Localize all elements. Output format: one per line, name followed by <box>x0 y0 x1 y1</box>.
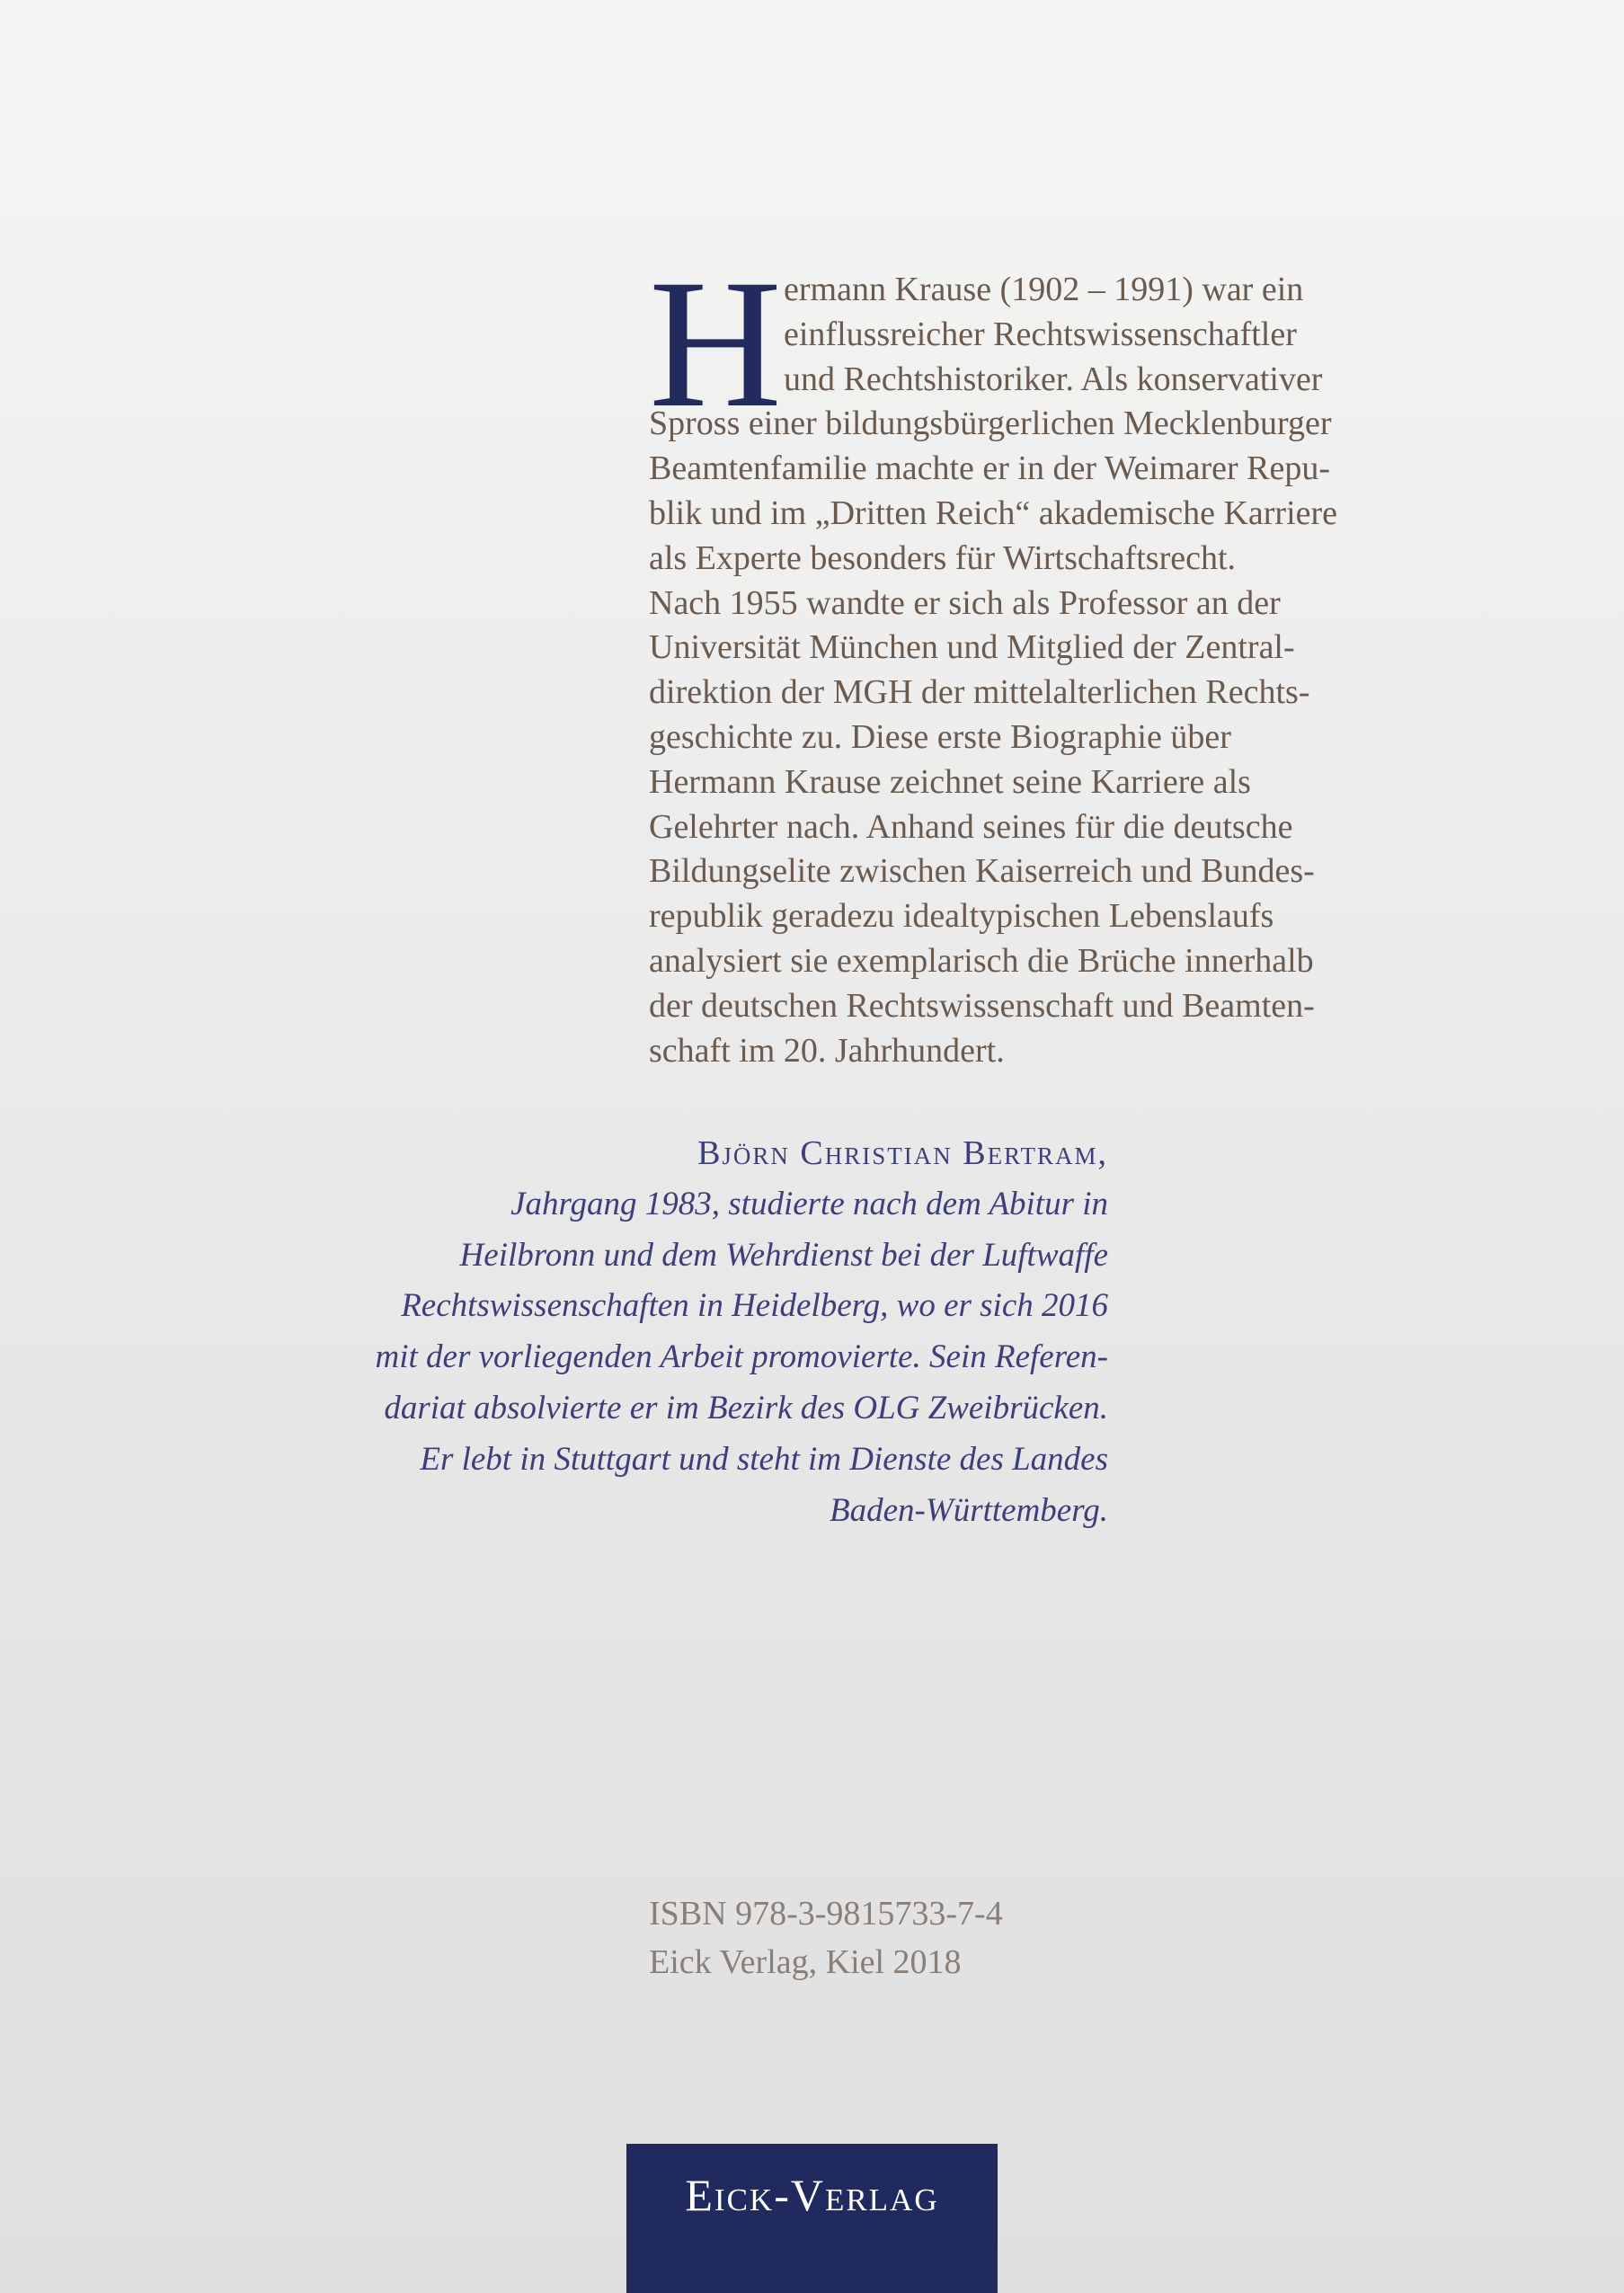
blurb-line: republik geradezu idealtypischen Lebenslaufs <box>649 897 1274 936</box>
blurb-line: der deutschen Rechtswissenschaft und Beamten- <box>649 986 1315 1025</box>
isbn: ISBN 978-3-9815733-7-4 <box>649 1895 1003 1933</box>
publisher-logo-text: Eick-Verlag <box>685 2170 939 2220</box>
blurb-line: Gelehrter nach. Anhand seines für die deutsche <box>649 807 1293 846</box>
author-bio-line: Rechtswissenschaften in Heidelberg, wo er sich 2016 <box>401 1287 1108 1325</box>
author-bio-line: Heilbronn und dem Wehrdienst bei der Luftwaffe <box>459 1236 1108 1274</box>
blurb-line: blik und im „Dritten Reich“ akademische Karriere <box>649 493 1338 532</box>
author-bio-line: dariat absolvierte er im Bezirk des OLG Zweibrücken. <box>384 1389 1108 1426</box>
blurb-line: Nach 1955 wandte er sich als Professor an der <box>649 583 1281 622</box>
blurb-line: direktion der MGH der mittelalterlichen Rechts- <box>649 673 1310 712</box>
author-bio-line: Baden-Württemberg. <box>830 1491 1108 1529</box>
blurb-line: Bildungselite zwischen Kaiserreich und Bundes- <box>649 852 1315 891</box>
blurb-line: Universität München und Mitglied der Zentral- <box>649 628 1295 667</box>
author-bio-line: Er lebt in Stuttgart und steht im Dienste des Landes <box>420 1440 1108 1478</box>
blurb-line: Beamtenfamilie machte er in der Weimarer Repu- <box>649 449 1331 488</box>
dropcap-letter: H <box>649 242 783 446</box>
author-bio <box>371 1128 1108 1536</box>
imprint <box>649 1889 1003 1986</box>
blurb-line: Hermann Krause zeichnet seine Karriere als <box>649 762 1251 801</box>
author-bio-line: Jahrgang 1983, studierte nach dem Abitur in <box>510 1185 1108 1222</box>
blurb-line: schaft im 20. Jahrhundert. <box>649 1031 1005 1070</box>
publisher-logo <box>626 2144 998 2293</box>
blurb-line: geschichte zu. Diese erste Biographie über <box>649 717 1231 756</box>
blurb-line: Spross einer bildungsbürgerlichen Mecklenburger <box>649 404 1332 443</box>
blurb-line: analysiert sie exemplarisch die Brüche innerhalb <box>649 941 1314 980</box>
blurb-line: und Rechtshistoriker. Als konservativer <box>784 360 1323 398</box>
blurb-paragraph <box>649 242 1404 1073</box>
blurb-line: ermann Krause (1902 – 1991) war ein <box>784 271 1304 308</box>
author-bio-line: mit der vorliegenden Arbeit promovierte. Sein Referen- <box>375 1338 1108 1376</box>
blurb-line: als Experte besonders für Wirtschaftsrecht. <box>649 538 1237 577</box>
blurb-line: einflussreicher Rechtswissenschaftler <box>784 315 1297 353</box>
publisher-line: Eick Verlag, Kiel 2018 <box>649 1943 962 1981</box>
author-name: Björn Christian Bertram, <box>697 1134 1108 1172</box>
